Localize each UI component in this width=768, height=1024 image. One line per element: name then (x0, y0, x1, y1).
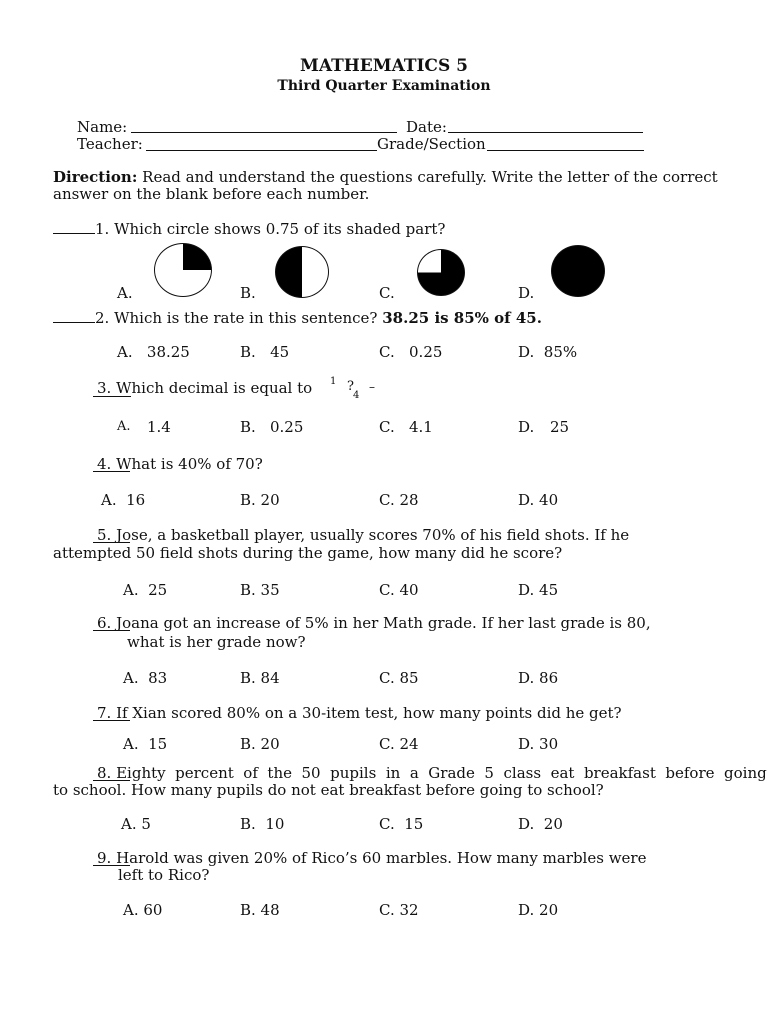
name-field[interactable] (131, 131, 397, 133)
answer-blank[interactable] (93, 720, 130, 721)
q3-option-d-letter: D. (518, 418, 535, 436)
q3-option-c-value: 4.1 (409, 418, 433, 436)
q3-dash: – (369, 380, 375, 394)
question-2: 2. Which is the rate in this sentence? 38.25 is 85% of 45. (53, 309, 542, 327)
q9-option-b: B. 48 (240, 901, 280, 919)
q1-option-a: A. (117, 284, 133, 302)
q6-option-c: C. 85 (379, 669, 419, 687)
q3-option-a-value: 1.4 (147, 418, 171, 436)
q7-option-b: B. 20 (240, 735, 280, 753)
q3-option-d-value: 25 (550, 418, 570, 436)
q9-option-d: D. 20 (518, 901, 559, 919)
question-1: 1. Which circle shows 0.75 of its shaded part? (53, 220, 445, 238)
circle-option-d (551, 245, 605, 297)
q2-option-b: B. 45 (240, 343, 290, 361)
direction-line-2: answer on the blank before each number. (53, 185, 370, 203)
q6-option-d: D. 86 (518, 669, 559, 687)
q5-option-a: A. 25 (123, 581, 168, 599)
q7-option-d: D. 30 (518, 735, 559, 753)
q2-bold-sentence: 38.25 is 85% of 45. (382, 309, 542, 327)
q8-option-a: A. 5 (121, 815, 151, 833)
teacher-label: Teacher: (77, 135, 143, 153)
grade-section-field[interactable] (487, 149, 644, 151)
q3-fraction-numerator: 1 (330, 376, 337, 387)
page-subtitle: Third Quarter Examination (277, 78, 491, 94)
q9-option-c: C. 32 (379, 901, 419, 919)
answer-blank[interactable] (93, 630, 130, 631)
date-field[interactable] (448, 131, 643, 133)
page-title: MATHEMATICS 5 (300, 56, 468, 76)
q7-option-a: A. 15 (123, 735, 168, 753)
q1-option-c: C. (379, 284, 395, 302)
answer-blank[interactable] (53, 322, 95, 323)
question-9-line-2: left to Rico? (118, 866, 210, 884)
question-3: 3. Which decimal is equal to (97, 379, 313, 397)
direction-line-1: Direction: Read and understand the questions carefully. Write the letter of the correct (53, 168, 718, 186)
q9-option-a: A. 60 (123, 901, 163, 919)
q4-option-c: C. 28 (379, 491, 419, 509)
q4-option-d: D. 40 (518, 491, 559, 509)
question-7: 7. If Xian scored 80% on a 30-item test, how many points did he get? (97, 704, 622, 722)
q4-option-b: B. 20 (240, 491, 280, 509)
circle-option-c (417, 249, 465, 296)
circle-option-b (275, 246, 329, 298)
question-8-line-1: 8. Eighty percent of the 50 pupils in a Grade 5 class eat breakfast before going (97, 764, 767, 782)
q2-option-d: D. 85% (518, 343, 578, 361)
q3-option-a-letter: A. (117, 419, 131, 434)
q1-option-b: B. (240, 284, 256, 302)
question-6-line-1: 6. Joana got an increase of 5% in her Math grade. If her last grade is 80, (97, 614, 651, 632)
question-5-line-1: 5. Jose, a basketball player, usually scores 70% of his field shots. If he (97, 526, 630, 544)
name-label: Name: (77, 118, 128, 136)
q2-option-c: C. 0.25 (379, 343, 443, 361)
grade-section-label: Grade/Section (377, 135, 486, 153)
q8-option-b: B. 10 (240, 815, 285, 833)
q1-option-d: D. (518, 284, 535, 302)
teacher-field[interactable] (146, 149, 377, 151)
q8-option-c: C. 15 (379, 815, 424, 833)
direction-label: Direction: (53, 168, 138, 186)
answer-blank[interactable] (93, 542, 130, 543)
q3-option-c-letter: C. (379, 418, 395, 436)
q2-option-a: A. 38.25 (117, 343, 190, 361)
answer-blank[interactable] (93, 471, 130, 472)
q5-option-c: C. 40 (379, 581, 419, 599)
q3-fraction-denominator: 4 (353, 390, 360, 401)
circle-option-a (154, 243, 212, 297)
answer-blank[interactable] (53, 233, 95, 234)
date-label: Date: (406, 118, 447, 136)
q6-option-b: B. 84 (240, 669, 280, 687)
question-9-line-1: 9. Harold was given 20% of Rico’s 60 marbles. How many marbles were (97, 849, 647, 867)
question-4: 4. What is 40% of 70? (97, 455, 263, 473)
q3-question-mark: ? (347, 379, 354, 394)
q3-option-b-value: 0.25 (270, 418, 304, 436)
q6-option-a: A. 83 (123, 669, 168, 687)
question-8-line-2: to school. How many pupils do not eat breakfast before going to school? (53, 781, 604, 799)
q8-option-d: D. 20 (518, 815, 563, 833)
q3-option-b-letter: B. (240, 418, 256, 436)
question-6-line-2: what is her grade now? (127, 633, 306, 651)
question-5-line-2: attempted 50 field shots during the game, how many did he score? (53, 544, 563, 562)
answer-blank[interactable] (93, 396, 131, 397)
q5-option-d: D. 45 (518, 581, 559, 599)
q7-option-c: C. 24 (379, 735, 419, 753)
q5-option-b: B. 35 (240, 581, 280, 599)
q4-option-a: A. 16 (101, 491, 146, 509)
